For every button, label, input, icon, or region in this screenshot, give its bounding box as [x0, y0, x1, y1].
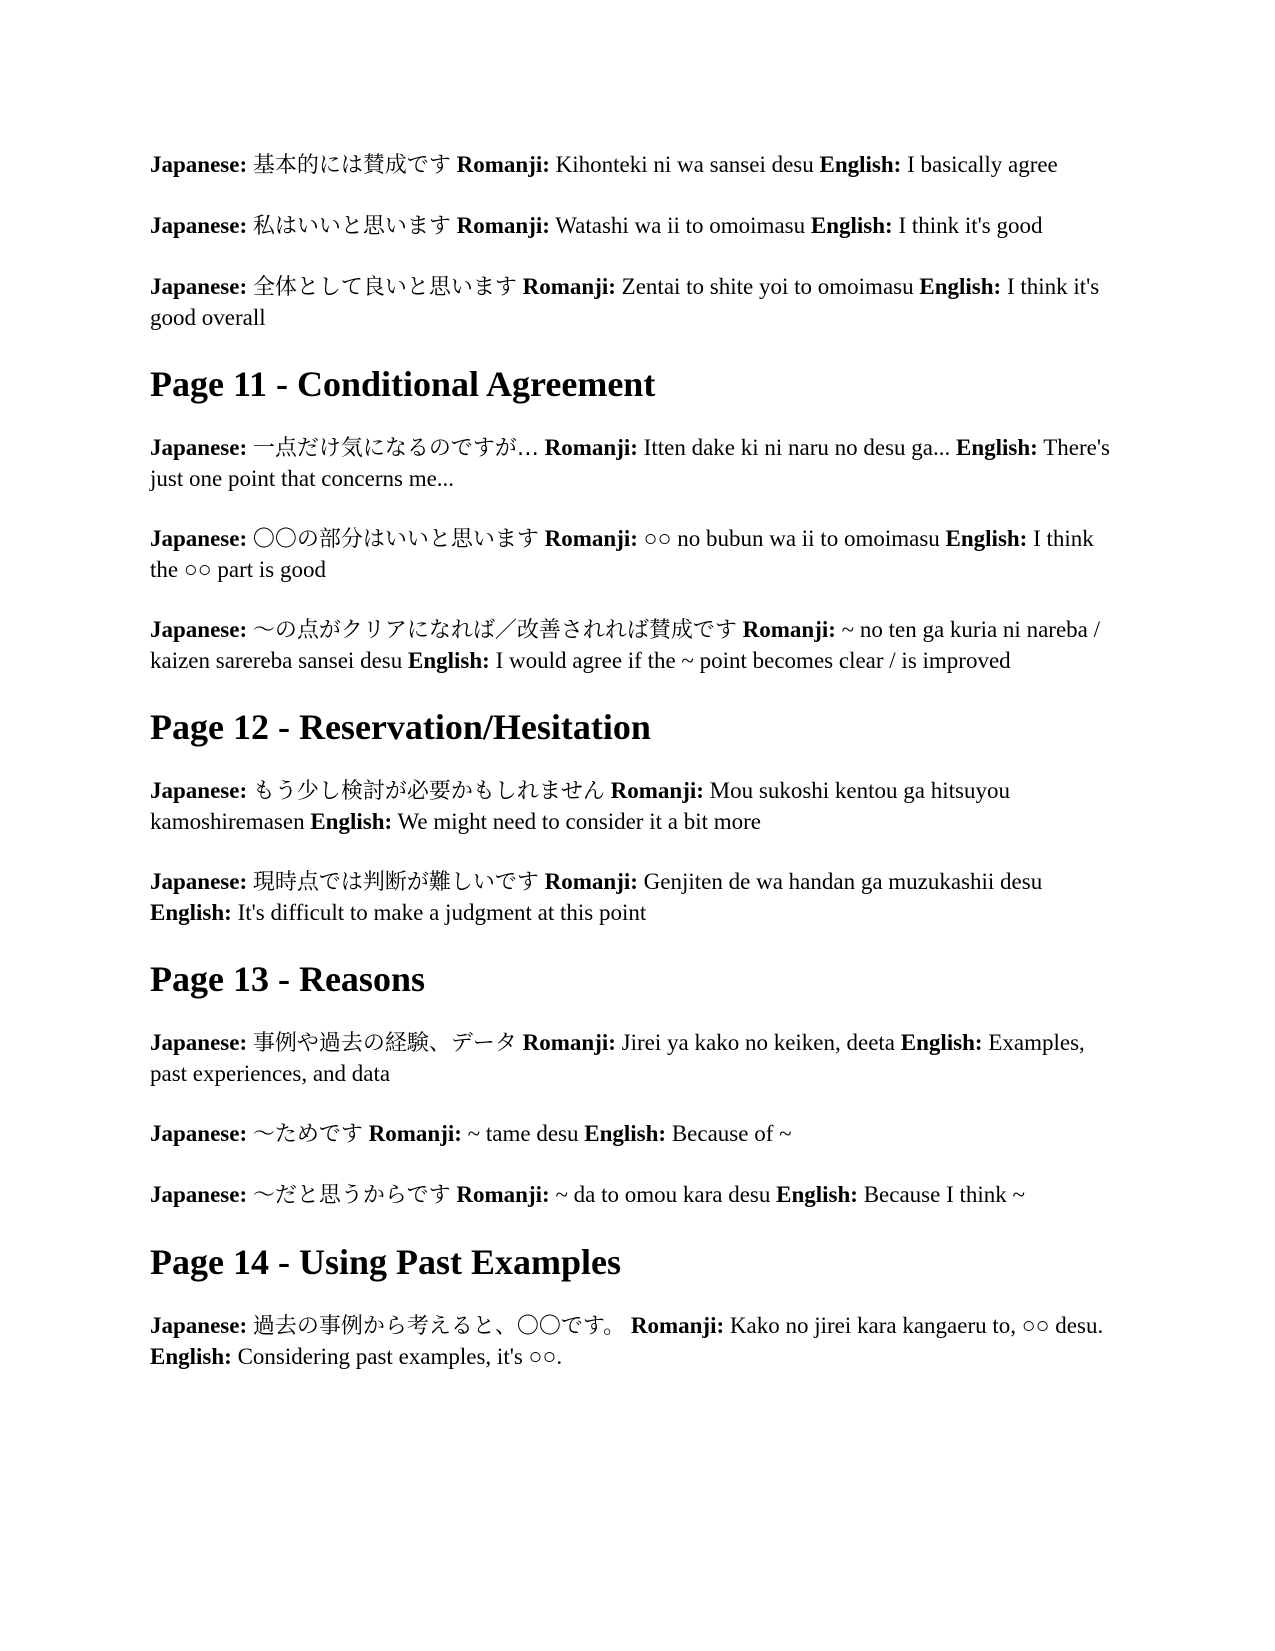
section-page-11 [150, 363, 1115, 676]
phrase-entry [150, 524, 1115, 585]
english-text: I basically agree [907, 152, 1058, 177]
romanji-label: Romanji: [544, 435, 638, 460]
document-page [150, 150, 1115, 1402]
japanese-text: 〜の点がクリアになれば／改善されれば賛成です [252, 618, 737, 643]
japanese-label: Japanese: [150, 152, 248, 177]
japanese-text: 全体として良いと思います [252, 275, 517, 300]
japanese-label: Japanese: [150, 274, 248, 299]
romanji-text: Kako no jirei kara kangaeru to, ○○ desu. [729, 1313, 1104, 1338]
section-heading: Page 14 - Using Past Examples [150, 1242, 621, 1282]
japanese-label: Japanese: [150, 1121, 248, 1146]
romanji-label: Romanji: [610, 778, 704, 803]
romanji-label: Romanji: [456, 152, 550, 177]
section-page-13 [150, 958, 1115, 1211]
romanji-text: Zentai to shite yoi to omoimasu [621, 274, 914, 299]
romanji-text: ~ da to omou kara desu [555, 1182, 771, 1207]
english-label: English: [956, 435, 1038, 460]
japanese-text: 一点だけ気になるのですが… [252, 436, 539, 461]
romanji-text: ~ tame desu [467, 1121, 579, 1146]
english-label: English: [919, 274, 1002, 299]
phrase-entry [150, 867, 1115, 928]
phrase-entry [150, 1311, 1115, 1372]
romanji-label: Romanji: [630, 1313, 725, 1338]
phrase-entry [150, 776, 1115, 837]
section-heading: Page 11 - Conditional Agreement [150, 364, 656, 404]
romanji-text: Watashi wa ii to omoimasu [555, 213, 806, 238]
section-heading: Page 12 - Reservation/Hesitation [150, 707, 651, 747]
english-label: English: [150, 1344, 232, 1369]
japanese-text: 過去の事例から考えると、〇〇です。 [252, 1314, 626, 1339]
romanji-text: Mou sukoshi kentou ga hitsuyou kamoshiremasen [150, 778, 1010, 834]
japanese-label: Japanese: [150, 1030, 248, 1055]
romanji-text: ○○ no bubun wa ii to omoimasu [643, 526, 940, 551]
phrase-entry [150, 150, 1115, 181]
english-text: Examples, past experiences, and data [150, 1030, 1085, 1086]
english-label: English: [945, 526, 1028, 551]
phrase-entry [150, 615, 1115, 676]
phrase-entry [150, 272, 1115, 333]
romanji-text: ~ no ten ga kuria ni nareba / kaizen sarereba sansei desu [150, 617, 1100, 673]
romanji-label: Romanji: [742, 617, 836, 642]
japanese-label: Japanese: [150, 1182, 248, 1207]
japanese-label: Japanese: [150, 778, 248, 803]
japanese-text: 基本的には賛成です [252, 153, 451, 178]
section-page-14 [150, 1241, 1115, 1372]
phrase-entry [150, 1119, 1115, 1150]
english-text: We might need to consider it a bit more [397, 809, 761, 834]
english-text: There's just one point that concerns me... [150, 435, 1110, 491]
romanji-label: Romanji: [522, 274, 616, 299]
english-label: English: [810, 213, 893, 238]
romanji-label: Romanji: [456, 213, 550, 238]
romanji-text: Itten dake ki ni naru no desu ga... [643, 435, 951, 460]
japanese-text: 〜ためです [252, 1122, 363, 1147]
japanese-label: Japanese: [150, 213, 248, 238]
romanji-label: Romanji: [544, 526, 638, 551]
english-text: I think it's good [898, 213, 1043, 238]
english-text: I think it's good overall [150, 274, 1100, 330]
english-text: Because of ~ [671, 1121, 792, 1146]
english-label: English: [900, 1030, 983, 1055]
romanji-label: Romanji: [522, 1030, 616, 1055]
english-label: English: [310, 809, 393, 834]
intro-entries [150, 150, 1115, 333]
phrase-entry [150, 433, 1115, 494]
romanji-text: Genjiten de wa handan ga muzukashii desu [643, 869, 1043, 894]
section-page-12 [150, 706, 1115, 928]
japanese-label: Japanese: [150, 1313, 248, 1338]
romanji-text: Jirei ya kako no keiken, deeta [621, 1030, 896, 1055]
japanese-label: Japanese: [150, 435, 248, 460]
english-text: I think the ○○ part is good [150, 526, 1094, 582]
japanese-text: 〇〇の部分はいいと思います [252, 527, 539, 552]
japanese-text: 〜だと思うからです [252, 1183, 451, 1208]
english-label: English: [408, 648, 490, 673]
romanji-text: Kihonteki ni wa sansei desu [555, 152, 814, 177]
english-text: Considering past examples, it's ○○. [237, 1344, 563, 1369]
romanji-label: Romanji: [544, 869, 638, 894]
japanese-text: 私はいいと思います [252, 214, 451, 239]
english-text: I would agree if the ~ point becomes clear / is improved [495, 648, 1011, 673]
japanese-label: Japanese: [150, 617, 248, 642]
japanese-text: もう少し検討が必要かもしれません [252, 779, 605, 804]
english-label: English: [776, 1182, 858, 1207]
romanji-label: Romanji: [456, 1182, 550, 1207]
english-label: English: [819, 152, 902, 177]
english-text: It's difficult to make a judgment at this point [237, 900, 647, 925]
english-label: English: [150, 900, 232, 925]
english-text: Because I think ~ [863, 1182, 1025, 1207]
english-label: English: [584, 1121, 667, 1146]
phrase-entry [150, 211, 1115, 242]
section-heading: Page 13 - Reasons [150, 959, 425, 999]
japanese-label: Japanese: [150, 526, 248, 551]
romanji-label: Romanji: [368, 1121, 462, 1146]
phrase-entry [150, 1180, 1115, 1211]
japanese-label: Japanese: [150, 869, 248, 894]
japanese-text: 現時点では判断が難しいです [252, 870, 539, 895]
japanese-text: 事例や過去の経験、データ [252, 1031, 517, 1056]
phrase-entry [150, 1028, 1115, 1089]
